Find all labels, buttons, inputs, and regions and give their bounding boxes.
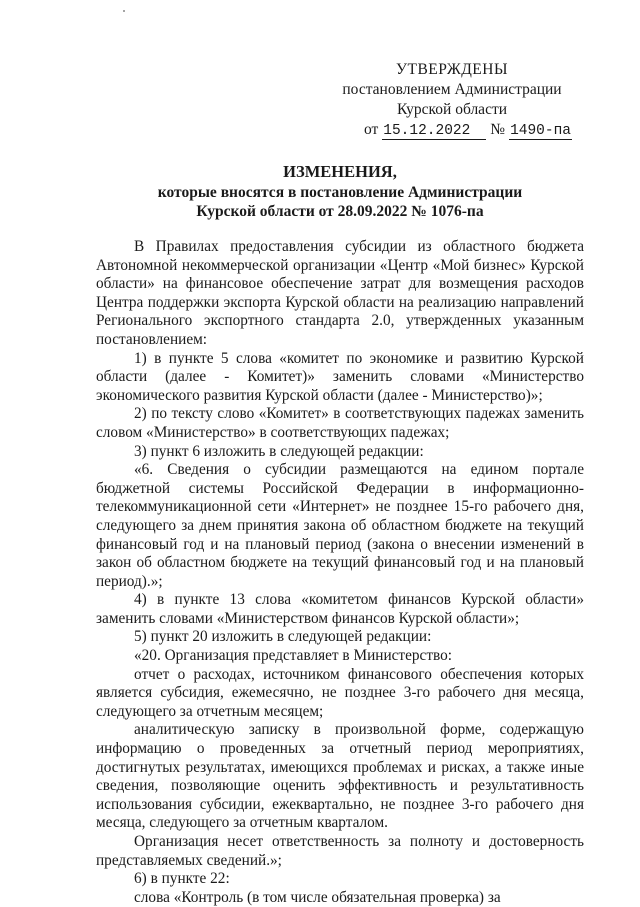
- scan-speck: [123, 10, 125, 12]
- paragraph: 2) по тексту слово «Комитет» в соответствующих падежах заменить словом «Министерство» в соответствующих падежах;: [96, 405, 584, 441]
- title-line-3: Курской области от 28.09.2022 № 1076-па: [196, 203, 484, 220]
- paragraph: 6) в пункте 22:: [134, 870, 230, 888]
- approval-heading: УТВЕРЖДЕНЫ: [396, 61, 508, 78]
- document-title: [96, 162, 584, 221]
- paragraph: отчет о расходах, источником финансового обеспечения которых является субсидия, ежемесячно, не позднее 3-го рабочего дня месяца, следующего за отчетным месяцем;: [96, 665, 584, 720]
- document-body: [96, 238, 584, 907]
- paragraph: 1) в пункте 5 слова «комитет по экономике и развитию Курской области (далее - Комитет)» заменить словами «Министерство экономического развития Курской области (далее - Министерство)»;: [96, 349, 584, 404]
- paragraph: 4) в пункте 13 слова «комитетом финансов Курской области» заменить словами «Министерством финансов Курской области»;: [96, 591, 584, 627]
- title-line-1: ИЗМЕНЕНИЯ,: [283, 162, 397, 181]
- paragraph: 5) пункт 20 изложить в следующей редакции:: [134, 628, 432, 646]
- title-line-2: которые вносятся в постановление Администрации: [157, 184, 523, 201]
- approval-line-1: постановлением Администрации: [342, 81, 562, 98]
- paragraph: 3) пункт 6 изложить в следующей редакции:: [134, 442, 424, 460]
- paragraph: В Правилах предоставления субсидии из областного бюджета Автономной некоммерческой организации «Центр «Мой бизнес» Курской области» на финансовое обеспечение затрат для возмещения расходов Центра поддержки экспорта Курской области на реализацию направлений Регионального экспортного стандарта 2.0, утвержденных указанным постановлением:: [96, 238, 584, 348]
- paragraph: аналитическую записку в произвольной форме, содержащую информацию о проведенных за отчетный период мероприятиях, достигнутых результатах, имеющихся проблемах и рисках, а также иные сведения, позволяющие оценить эффективность и результативность использования субсидии, ежеквартально, не позднее 3-го рабочего дня месяца, следующего за отчетным кварталом.: [96, 721, 584, 832]
- approval-number: 1490-па: [510, 123, 571, 139]
- paragraph: слова «Контроль (в том числе обязательная проверка) за: [134, 888, 501, 906]
- number-prefix: №: [490, 121, 506, 138]
- paragraph: «20. Организация представляет в Министерство:: [134, 647, 453, 665]
- approval-date: 15.12.2022: [382, 123, 486, 140]
- paragraph: «6. Сведения о субсидии размещаются на едином портале бюджетной системы Российской Федерации в информационно-телекоммуникационной сети «Интернет» не позднее 15-го рабочего дня, следующего за днем принятия закона об областном бюджете на текущий финансовый год и на плановый период (закона о внесении изменений в закон об областном бюджете на текущий финансовый год и на плановый период).»;: [96, 461, 584, 590]
- date-prefix: от: [363, 121, 379, 138]
- paragraph: Организация несет ответственность за полноту и достоверность представляемых сведений.»;: [96, 833, 584, 869]
- approval-stamp: [332, 60, 572, 140]
- approval-line-2: Курской области: [396, 101, 508, 118]
- approval-date-row: [332, 120, 572, 140]
